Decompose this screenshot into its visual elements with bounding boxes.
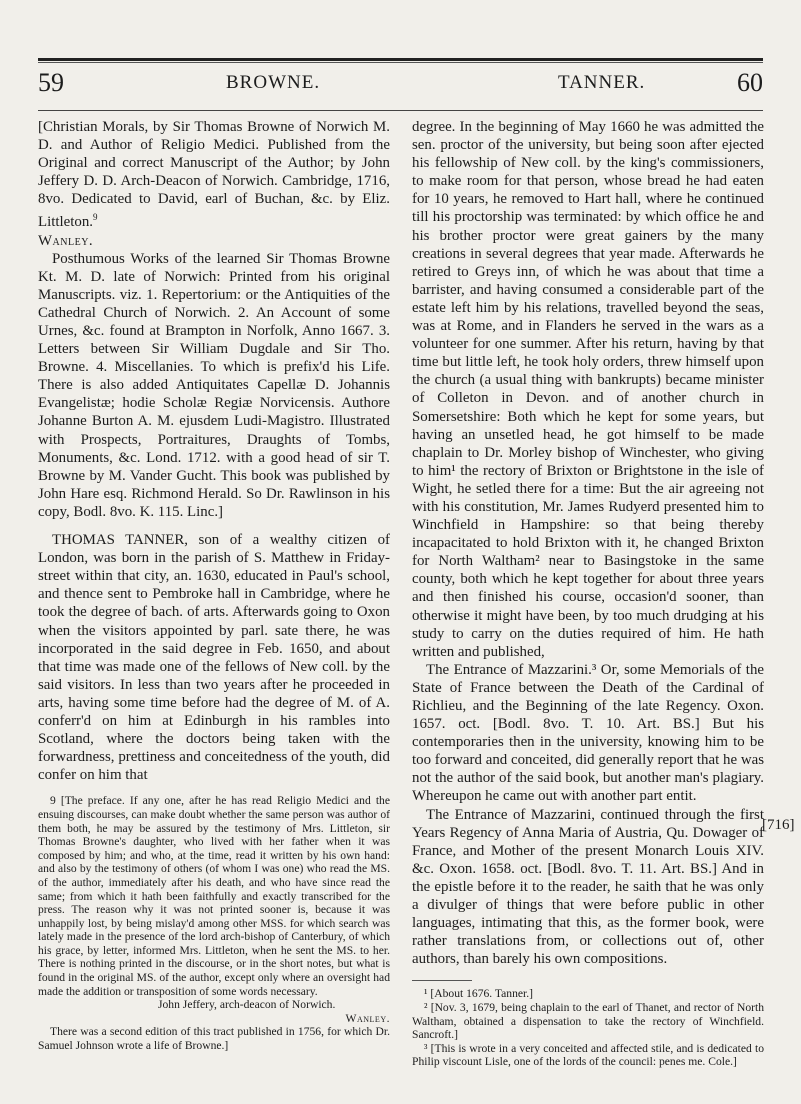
footnote-9: 9 [The preface. If any one, after he has read Religio Medici and the ensuing discourses, can make doubt whether the same person was author of them both, he may be assured by the testimony of Mrs. Littleton, sir Thomas Browne's daughter, who lived with her father when it was composed by him; and who, at the time, read it written by his own hand: and also by the testimony of others (of whom I was one) who read the MS. of the author, immediately after his death, and who have since read the same; from which it hath been faithfully and exactly transcribed for the press. The reason why it was not printed sooner is, because it was unhappily lost, by being mislay'd among other MSS. for which search was lately made in the presence of the lord arch-bishop of Canterbury, of which his grace, by letter, informed Mrs. Littleton, when he sent the MS. to her. There is nothing printed in the discourse, or in the short notes, but what is found in the original MS. of the author, except only where an oversight had made the addition or transposition of some words necessary. xyxy=(38,794,390,998)
right-page-number: 60 xyxy=(737,68,763,97)
footnote-second-edition: There was a second edition of this tract published in 1756, for which Dr. Samuel Johnson wrote a life of Browne.] xyxy=(38,1025,390,1053)
footnote-3: ³ [This is wrote in a very conceited and affected stile, and is dedicated to Philip viscount Lisle, one of the lords of the council: penes me. Cole.] xyxy=(412,1041,764,1069)
browne-entry: [Christian Morals, by Sir Thomas Browne of Norwich M. D. and Author of Religio Medici. Published from the Original and correct Manuscript of the Author; by John Jeffery D. D. Arch-Deacon of Norwich. Cambridge, 1716, 8vo. Dedicated to David, earl of Buchan, &c. by Eliz. Littleton.$^9$ xyxy=(38,119,390,231)
left-running-head: BROWNE. xyxy=(226,72,321,93)
header-rule xyxy=(38,110,763,111)
footnote-signature: John Jeffery, arch-deacon of Norwich. xyxy=(158,998,336,1012)
mazzarini-entry: The Entrance of Mazzarini.³ Or, some Memorials of the State of France between the Death of the Cardinal of Richlieu, and the Beginning of the late Regency. Oxon. 1657. oct. [Bodl. 8vo. T. 10. Art. BS.] But his contemporaries then in the university, knowing him to be too forward and conceited, did generally report that he was not the author of the said book, but another man's plagiary. Whereupon he came out with another part entit. xyxy=(412,661,764,805)
right-footnotes xyxy=(412,987,764,1069)
footnote-1: ¹ [About 1676. Tanner.] xyxy=(424,987,534,1001)
page-header xyxy=(38,68,763,108)
footnote-2: ² [Nov. 3, 1679, being chaplain to the earl of Thanet, and rector of North Waltham, obtained a dispensation to take the rectory of Winchfield. Sancroft.] xyxy=(412,1001,764,1042)
tanner-biography: THOMAS TANNER, son of a wealthy citizen of London, was born in the parish of S. Matthew in Friday-street within that city, an. 1630, educated in Paul's school, and thence sent to Pembroke hall in Cambridge, where he took the degree of bach. of arts. Afterwards going to Oxon when the visitors appointed by parl. sate there, he was incorporated in the said degree in Feb. 1650, and about that time was made one of the fellows of New coll. by the said visitors. In less than two years after he proceeded in arts, having some time before had the degree of M. of A. conferr'd on him at Edinburgh in his rambles into Scotland, where the doctors being taken with the forwardness, prettiness and conceitedness of the youth, did confer on him that xyxy=(38,532,390,784)
top-rule xyxy=(38,58,763,61)
mazzarini-continued-entry: The Entrance of Mazzarini, continued through the first Years Regency of Anna Maria of Austria, Qu. Dowager of France, and Mother of the present Monarch Louis XIV. &c. Oxon. 1658. oct. [Bodl. 8vo. T. 11. Art. BS.] And in the epistle before it to the reader, he saith that he was only a divulger of things that were before public in other languages, intimating that this, as the former book, were rather translations from, or collections out of, other authors, than barely his own compositions. xyxy=(412,806,764,968)
tanner-continued: degree. In the beginning of May 1660 he was admitted the sen. proctor of the university, but being soon after ejected his fellowship of New coll. by the king's commissioners, to make room for that person, whose bread he had eaten for 10 years, he removed to Hart hall, where he continued till his proctorship was terminated: by which office he and his brother proctor were great gainers by the many creations in several degrees that year made. Afterwards he retired to Greys inn, of which he was about that time a barrister, and having consumed a considerable part of the estate left him by his relations, travelled beyond the seas, was at Rome, and in Flanders he served in the wars as a volunteer for one summer. After his return, having by that time but little left, he took holy orders, threw himself upon the church (a usual thing with bankrupts) became minister of Colleton in Devon. and of another church in Somersetshire: Both which he kept for some years, but having an unsetled head, he got himself to be made chaplain to Dr. Morley bishop of Winchester, who giving to him¹ the rectory of Brixton or Brightstone in the isle of Wight, he setled there for a time: But the air agreeing not with his constitution, Mr. James Rudyerd presented him to Winchfield in Hampshire: so that being thereby incapacitated to hold Brixton with it, he changed Brixton for North Waltham² near to Basingstoke in the same county, both which he kept together for about three years and then finished his course, occasion'd sooner, than otherwise it might have been, by too much drudging at his study to carry on the duties required of him. He hath written and published, xyxy=(412,119,764,660)
margin-page-reference: [716] xyxy=(762,817,795,833)
right-running-head: TANNER. xyxy=(558,72,646,93)
footnote-separator xyxy=(412,980,472,981)
top-rule-thin xyxy=(38,62,763,63)
wanley-signature: Wanley. xyxy=(38,232,94,249)
left-footnote xyxy=(38,794,390,1052)
left-page-number: 59 xyxy=(38,68,64,97)
left-column xyxy=(38,118,390,1053)
right-column xyxy=(412,118,764,1069)
footnote-wanley: Wanley. xyxy=(345,1011,390,1025)
posthumous-works-entry: Posthumous Works of the learned Sir Thomas Browne Kt. M. D. late of Norwich: Printed from his original Manuscripts. viz. 1. Repertorium: or the Antiquities of the Cathedral Church of Norwich. 2. An Account of some Urnes, &c. found at Brampton in Norfolk, Anno 1667. 3. Letters between Sir William Dugdale and Sir Tho. Browne. 4. Miscellanies. To which is prefix'd his Life. There is also added Antiquitates Capellæ D. Johannis Evangelistæ; hodie Scholæ Regiæ Norvicensis. Authore Johanne Burton A. M. ejusdem Ludi-Magistro. Illustrated with Prospects, Portraitures, Draughts of Tombs, Monuments, &c. Lond. 1712. with a good head of sir T. Browne by M. Vander Gucht. This book was published by John Hare esq. Richmond Herald. So Dr. Rawlinson in his copy, Bodl. 8vo. K. 115. Linc.] xyxy=(38,250,390,520)
